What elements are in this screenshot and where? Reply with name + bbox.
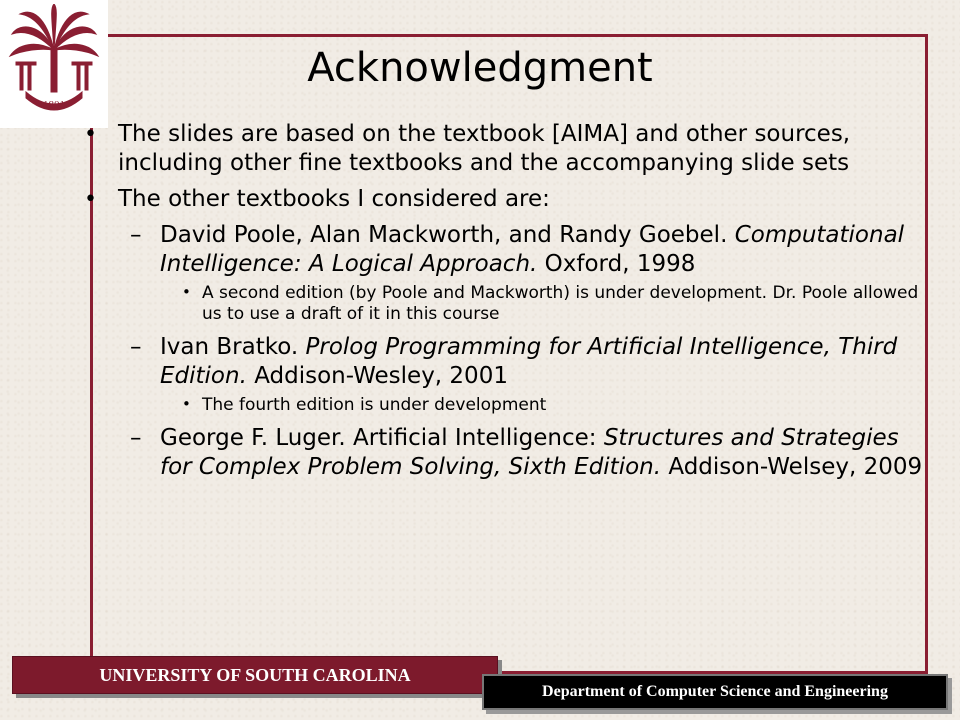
book-authors: David Poole, Alan Mackworth, and Randy Goebel.: [160, 222, 728, 248]
dash-marker: –: [130, 425, 142, 451]
book-title: Prolog Programming for Artificial Intelligence, Third Edition.: [160, 334, 898, 389]
book-authors: George F. Luger. Artificial Intelligence:: [160, 425, 597, 451]
note-text: The fourth edition is under development: [202, 395, 547, 415]
book-title: Structures and Strategies for Complex Problem Solving, Sixth Edition.: [160, 425, 899, 480]
bullet-marker: •: [182, 283, 191, 301]
book-note-bratko: [78, 395, 928, 416]
dash-marker: –: [130, 222, 142, 248]
department-banner: Department of Computer Science and Engineering: [482, 674, 948, 710]
note-text: A second edition (by Poole and Mackworth) is under development. Dr. Poole allowed us to use a draft of it in this course: [202, 283, 919, 324]
university-banner: UNIVERSITY OF SOUTH CAROLINA: [12, 656, 498, 694]
book-item-bratko: [78, 333, 928, 391]
book-publisher: Addison-Wesley, 2001: [254, 363, 508, 389]
dash-marker: –: [130, 334, 142, 360]
bullet-item-textbooks: [78, 185, 928, 214]
page-title: Acknowledgment: [307, 45, 653, 91]
bullet-marker: •: [182, 395, 191, 413]
book-item-poole: [78, 221, 928, 279]
bullet-item-sources: [78, 120, 928, 178]
bullet-text: The other textbooks I considered are:: [118, 186, 550, 212]
book-publisher: Addison-Welsey, 2009: [668, 454, 923, 480]
book-publisher: Oxford, 1998: [544, 251, 696, 277]
book-item-luger: [78, 424, 928, 482]
slide-content: [78, 120, 928, 486]
book-title: Computational Intelligence: A Logical Approach.: [160, 222, 905, 277]
seal-year-label: 1801: [43, 99, 65, 111]
bullet-text: The slides are based on the textbook [AIMA] and other sources, including other fine textbooks and the accompanying slide sets: [118, 121, 851, 176]
bullet-marker: •: [84, 122, 97, 147]
book-authors: Ivan Bratko.: [160, 334, 299, 360]
bullet-marker: •: [84, 187, 97, 212]
book-note-poole: [78, 283, 928, 325]
